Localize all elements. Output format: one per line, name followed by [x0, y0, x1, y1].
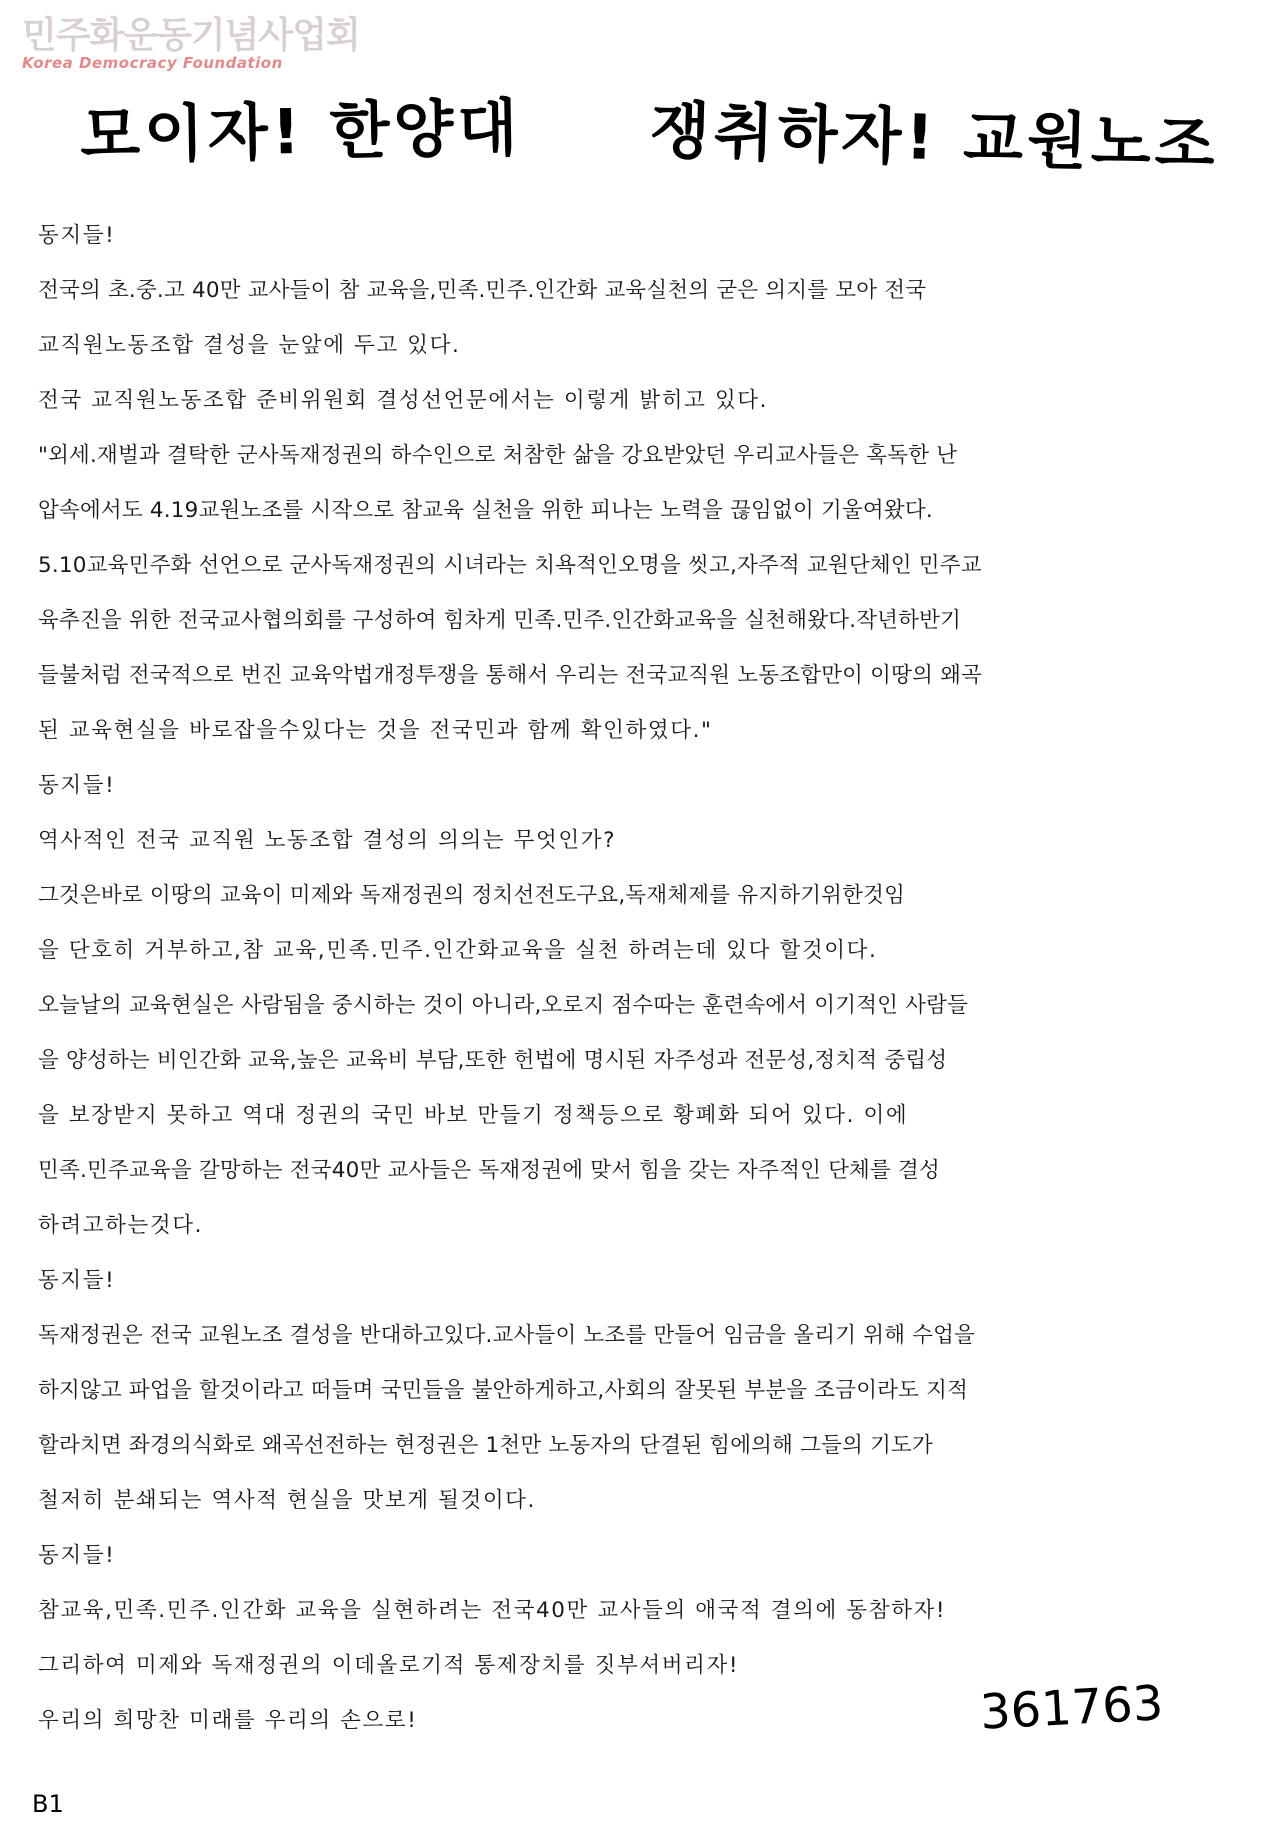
handwritten-number: 361763 [978, 1675, 1165, 1741]
body-line: 철저히 분쇄되는 역사적 현실을 맛보게 될것이다. [38, 1488, 536, 1513]
slogan-line: 우리의 희망찬 미래를 우리의 손으로! [38, 1708, 418, 1733]
quote-line: 압속에서도 4.19교원노조를 시작으로 참교육 실천을 위한 피나는 노력을 끊임없이 기울여왔다. [38, 498, 933, 523]
quote-line: 5.10교육민주화 선언으로 군사독재정권의 시녀라는 치욕적인오명을 씻고,자주적 교원단체인 민주교 [38, 553, 982, 578]
body-line: 을 보장받지 못하고 역대 정권의 국민 바보 만들기 정책등으로 황폐화 되어 있다. 이에 [38, 1103, 909, 1128]
body-line: 오늘날의 교육현실은 사람됨을 중시하는 것이 아니라,오로지 점수따는 훈련속에서 이기적인 사람들 [38, 993, 969, 1018]
body-line: 하려고하는것다. [38, 1213, 204, 1238]
greeting-line: 동지들! [38, 773, 116, 798]
watermark-korean: 민주화운동기념사업회 [22, 15, 360, 56]
document-body [38, 208, 1248, 1748]
quote-line: 들불처럼 전국적으로 번진 교육악법개정투쟁을 통해서 우리는 전국교직원 노동조합만이 이땅의 왜곡 [38, 663, 983, 688]
greeting-line: 동지들! [38, 1268, 116, 1293]
body-line: 을 단호히 거부하고,참 교육,민족.민주.인간화교육을 실천 하려는데 있다 할것이다. [38, 938, 878, 963]
watermark-english: Korea Democracy Foundation [22, 54, 283, 72]
body-line: 교직원노동조합 결성을 눈앞에 두고 있다. [38, 333, 461, 358]
heading-right: 쟁취하자! 교원노조 [649, 93, 1220, 182]
body-line: 전국 교직원노동조합 준비위원회 결성선언문에서는 이렇게 밝히고 있다. [38, 388, 769, 413]
body-line: 할라치면 좌경의식화로 왜곡선전하는 현정권은 1천만 노동자의 단결된 힘에의해 그들의 기도가 [38, 1433, 933, 1458]
slogan-line: 그리하여 미제와 독재정권의 이데올로기적 통제장치를 짓부셔버리자! [38, 1653, 740, 1678]
handwritten-heading [0, 82, 1280, 182]
body-line: 독재정권은 전국 교원노조 결성을 반대하고있다.교사들이 노조를 만들어 임금을 올리기 위해 수업을 [38, 1323, 976, 1348]
body-line: 민족.민주교육을 갈망하는 전국40만 교사들은 독재정권에 맞서 힘을 갖는 자주적인 단체를 결성 [38, 1158, 940, 1183]
greeting-line: 동지들! [38, 223, 116, 248]
heading-left: 모이자! 한양대 [79, 91, 522, 172]
greeting-line: 동지들! [38, 1543, 116, 1568]
quote-line: 육추진을 위한 전국교사협의회를 구성하여 힘차게 민족.민주.인간화교육을 실천해왔다.작년하반기 [38, 608, 962, 633]
page-mark: B1 [32, 1790, 64, 1818]
body-line: 그것은바로 이땅의 교육이 미제와 독재정권의 정치선전도구요,독재체제를 유지하기위한것임 [38, 883, 906, 908]
quote-line: 된 교육현실을 바로잡을수있다는 것을 전국민과 함께 확인하였다." [38, 718, 713, 743]
body-line: 을 양성하는 비인간화 교육,높은 교육비 부담,또한 헌법에 명시된 자주성과 전문성,정치적 중립성 [38, 1048, 948, 1073]
body-line: 하지않고 파업을 할것이라고 떠들며 국민들을 불안하게하고,사회의 잘못된 부분을 조금이라도 지적 [38, 1378, 969, 1403]
body-line: 전국의 초.중.고 40만 교사들이 참 교육을,민족.민주.인간화 교육실천의 굳은 의지를 모아 전국 [38, 278, 927, 303]
quote-line: "외세.재벌과 결탁한 군사독재정권의 하수인으로 처참한 삶을 강요받았던 우리교사들은 혹독한 난 [38, 443, 958, 468]
body-line: 역사적인 전국 교직원 노동조합 결성의 의의는 무엇인가? [38, 828, 617, 853]
slogan-line: 참교육,민족.민주.인간화 교육을 실현하려는 전국40만 교사들의 애국적 결의에 동참하자! [38, 1598, 947, 1623]
foundation-watermark [22, 15, 360, 72]
